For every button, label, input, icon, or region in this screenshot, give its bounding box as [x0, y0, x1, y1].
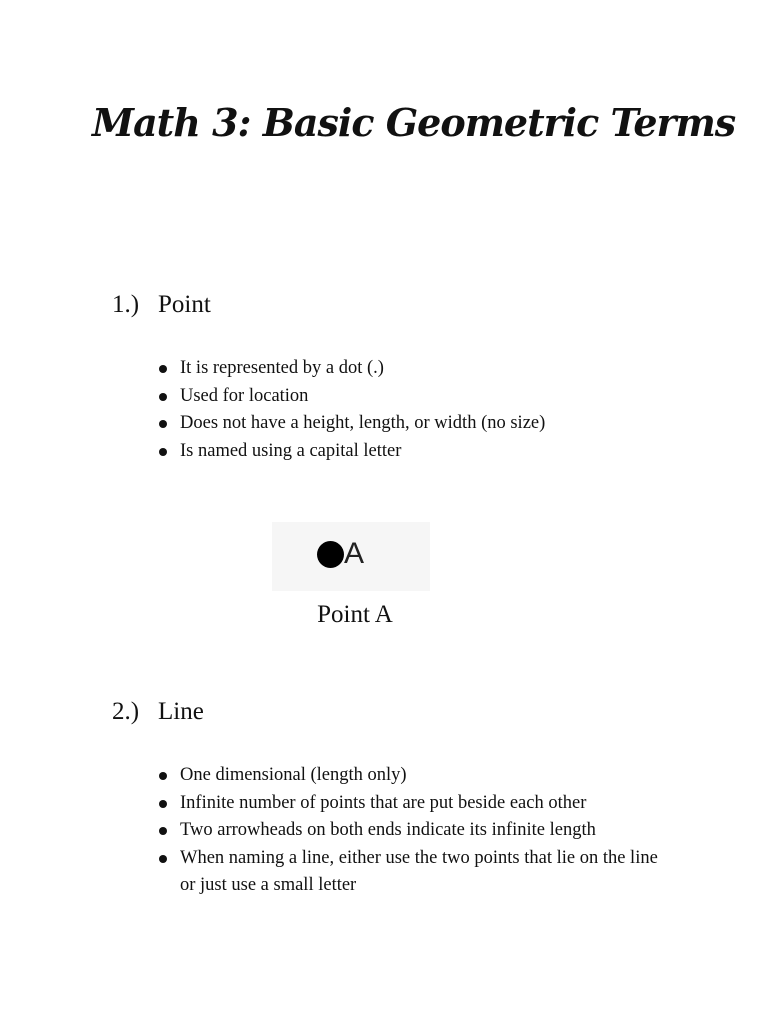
list-item-text: Does not have a height, length, or width (no size): [180, 413, 546, 433]
line-bullet-list: [158, 762, 668, 900]
section-number: 2.): [112, 698, 140, 725]
list-item-text: Two arrowheads on both ends indicate its infinite length: [180, 820, 596, 840]
list-item: [158, 817, 668, 845]
list-item-text: Used for location: [180, 385, 309, 406]
list-item-text: Is named using a capital letter: [180, 440, 402, 461]
list-item-text: When naming a line, either use the two points that lie on the line or just use a small letter: [180, 847, 658, 895]
bullet-icon: [159, 365, 167, 373]
list-item: [158, 438, 618, 466]
section-title: Point: [158, 291, 211, 318]
figure-caption: Point A: [317, 601, 393, 628]
list-item: [158, 410, 618, 438]
point-label: A: [344, 537, 365, 570]
list-item-text: It is represented by a dot (.): [180, 358, 384, 378]
point-dot-icon: [317, 541, 344, 568]
bullet-icon: [159, 448, 167, 456]
list-item: [158, 790, 668, 818]
section-heading-line: [112, 697, 204, 727]
list-item: [158, 355, 618, 383]
list-item-text: Infinite number of points that are put beside each other: [180, 792, 587, 813]
bullet-icon: [159, 772, 167, 780]
point-bullet-list: [158, 355, 618, 465]
bullet-icon: [159, 393, 167, 401]
bullet-icon: [159, 855, 167, 863]
section-number: 1.): [112, 291, 140, 318]
list-item-text: One dimensional (length only): [180, 765, 407, 785]
bullet-icon: [159, 800, 167, 808]
page-title: Math 3: Basic Geometric Terms: [92, 100, 736, 145]
bullet-icon: [159, 827, 167, 835]
section-title: Line: [158, 698, 204, 725]
list-item: [158, 762, 668, 790]
list-item: [158, 383, 618, 411]
point-a-figure: [272, 522, 430, 591]
bullet-icon: [159, 420, 167, 428]
section-heading-point: [112, 290, 211, 320]
list-item: [158, 845, 668, 900]
